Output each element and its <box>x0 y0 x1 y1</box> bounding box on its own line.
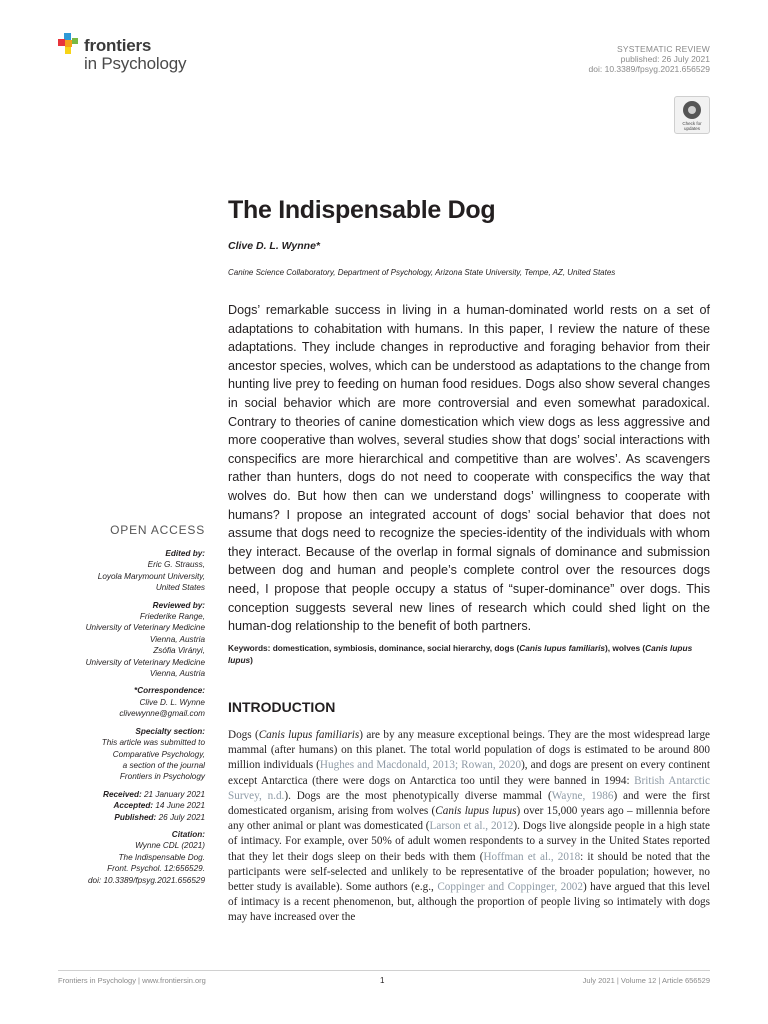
intro-text: ) over 15,000 years ago – millennia before any other animal or plant was domesticated ( <box>228 805 710 833</box>
edited-by-block <box>58 548 205 594</box>
article-info-sidebar <box>58 548 205 892</box>
intro-latin-dog: Canis lupus familiaris <box>258 729 360 741</box>
correspondence-label: *Correspondence: <box>134 686 205 696</box>
citation-line: Front. Psychol. 12:656529. <box>107 864 205 874</box>
keywords-mid: ), wolves ( <box>605 643 646 653</box>
keywords-label: Keywords: <box>228 643 271 653</box>
check-for-updates-icon <box>683 101 701 119</box>
citation-doi[interactable]: doi: 10.3389/fpsyg.2021.656529 <box>88 875 205 885</box>
footer-issue: July 2021 | Volume 12 | Article 656529 <box>582 976 710 985</box>
intro-text: ). Dogs live alongside people in a high state of intimacy. For example, over 50% of adult women respondents to a survey in the United States reported that they let their dogs sleep on their beds with them ( <box>228 820 710 863</box>
frontiers-logo-icon <box>58 33 80 59</box>
intro-latin-wolf: Canis lupus lupus <box>435 805 517 818</box>
edited-by-label: Edited by: <box>165 549 205 558</box>
article-header-meta <box>589 44 710 74</box>
citation-link[interactable]: Hoffman et al., 2018 <box>483 850 581 863</box>
abstract-text: Dogs’ remarkable success in living in a human-dominated world rests on a set of adaptations to cohabitation with humans. In this paper, I review the nature of these adaptations. They include changes in reproductive and foraging behavior from their ancestor species, wolves, which can be understood as adaptations to the change from hunting live prey to feeding on human food residues. Dogs also show several changes in social behavior which are more controversial and even somewhat paradoxical. Contrary to theories of canine domestication which view dogs as less aggressive and more cooperative than wolves, several studies show that dogs’ social interactions with conspecifics are more hierarchical and competitive than are wolves’. As scavengers rather than hunters, dogs do not need to cooperate with conspecifics the way that wolves do. But how then can we understand dogs’ willingness to cooperate with humans? I propose an integrated account of dogs’ social behavior that does not assume that dogs need to recognize the species-identity of the individuals with whom they interact. Because of the overlap in formal signals of dominance and submission between dog and human and people’s complete control over the resources dogs need, I propose that people occupy a status of “super-dominance” over dogs. This conception suggests several new lines of research which could shed light on the human-dog relationship to the benefit of both partners. <box>228 303 710 634</box>
citation-block <box>58 829 205 886</box>
reviewer-line: University of Veterinary Medicine <box>85 657 205 667</box>
abstract <box>228 301 710 636</box>
editor-line: United States <box>155 583 205 593</box>
section-heading-introduction: INTRODUCTION <box>228 699 336 715</box>
citation-line: The Indispensable Dog. <box>118 852 205 862</box>
footer-divider <box>58 970 710 971</box>
citation-link[interactable]: Hughes and Macdonald, 2013; Rowan, 2020 <box>319 759 522 772</box>
doi[interactable]: doi: 10.3389/fpsyg.2021.656529 <box>588 64 710 74</box>
reviewer-line: Friederike Range, <box>139 612 205 622</box>
specialty-line: a section of the journal <box>122 760 205 770</box>
keywords <box>228 642 710 666</box>
reviewed-by-label: Reviewed by: <box>152 600 205 610</box>
reviewer-line: Zsófia Virányi, <box>153 646 205 656</box>
check-for-updates-label: Check for updates <box>682 121 702 131</box>
reviewer-line: Vienna, Austria <box>149 634 205 644</box>
logo-wordmark-journal: in Psychology <box>84 54 187 73</box>
keyword-wolf-latin: Canis lupus lupus <box>228 643 693 665</box>
citation-label: Citation: <box>171 829 205 839</box>
keywords-end: ) <box>250 655 253 665</box>
author-affiliation: Canine Science Collaboratory, Department of Psychology, Arizona State University, Tempe, AZ, United States <box>228 268 616 277</box>
article-title: The Indispensable Dog <box>228 196 496 224</box>
editor-line: Loyola Marymount University, <box>97 571 205 581</box>
specialty-line: This article was submitted to <box>101 738 205 748</box>
accepted-date: Accepted: 14 June 2021 <box>113 801 205 811</box>
citation-link[interactable]: Larson et al., 2012 <box>429 820 514 833</box>
reviewed-by-block <box>58 600 205 680</box>
article-type: SYSTEMATIC REVIEW <box>617 44 710 54</box>
introduction-body <box>228 728 710 926</box>
page-number: 1 <box>380 976 385 985</box>
intro-text: : it should be noted that the participants were self-selected and unlikely to be representative of the broader population; however, no better study is available). Some authors (e.g., <box>228 850 710 894</box>
specialty-line: Frontiers in Psychology <box>119 772 205 782</box>
citation-link[interactable]: British Antarctic Survey, n.d. <box>228 774 710 802</box>
specialty-line: Comparative Psychology, <box>112 749 205 759</box>
published-date: published: 26 July 2021 <box>620 54 710 64</box>
correspondence-name: Clive D. L. Wynne <box>139 697 205 707</box>
intro-text: ) have argued that this level of intimacy is a recent phenomenon, but, although the proportion of people living so intimately with dogs may have increased over the <box>228 881 711 924</box>
logo-wordmark-frontiers: frontiers <box>84 36 152 55</box>
keyword-dog-latin: Canis lupus familiaris <box>519 643 606 653</box>
reviewer-line: University of Veterinary Medicine <box>85 623 205 633</box>
citation-line: Wynne CDL (2021) <box>135 841 205 851</box>
citation-link[interactable]: Coppinger and Coppinger, 2002 <box>437 881 583 894</box>
dates-block <box>58 789 205 823</box>
intro-text: ) and were the first domesticated organism, arising from wolves ( <box>228 789 710 818</box>
journal-logo[interactable] <box>58 33 208 81</box>
intro-text: Dogs ( <box>228 729 259 741</box>
editor-line: Eric G. Strauss, <box>147 560 205 570</box>
citation-link[interactable]: Wayne, 1986 <box>551 789 614 802</box>
received-date: Received: 21 January 2021 <box>103 789 205 799</box>
introduction-paragraph <box>228 728 710 926</box>
footer-journal[interactable]: Frontiers in Psychology | www.frontiersin.org <box>58 976 206 985</box>
specialty-section-block <box>58 726 205 783</box>
intro-text: ). Dogs are the most phenotypically diverse mammal ( <box>284 789 552 802</box>
published-date-sidebar: Published: 26 July 2021 <box>114 812 205 822</box>
intro-text: ) are by any measure exceptional beings. They are the most widespread large mammal (after humans) on this planet. The total world population of dogs is estimated to be around 800 million individuals ( <box>228 729 710 772</box>
correspondence-email[interactable]: clivewynne@gmail.com <box>119 709 205 719</box>
intro-text: ), and dogs are present on every continent except Antarctica (there were dogs on Antarctica too until they were banned in 1994: <box>228 759 710 787</box>
correspondence-block <box>58 685 205 719</box>
open-access-label: OPEN ACCESS <box>110 523 205 537</box>
author-name[interactable]: Clive D. L. Wynne* <box>228 240 320 252</box>
reviewer-line: Vienna, Austria <box>149 669 205 679</box>
check-for-updates-badge[interactable] <box>674 96 710 134</box>
keywords-list: domestication, symbiosis, dominance, social hierarchy, dogs ( <box>272 643 520 653</box>
specialty-label: Specialty section: <box>135 726 205 736</box>
